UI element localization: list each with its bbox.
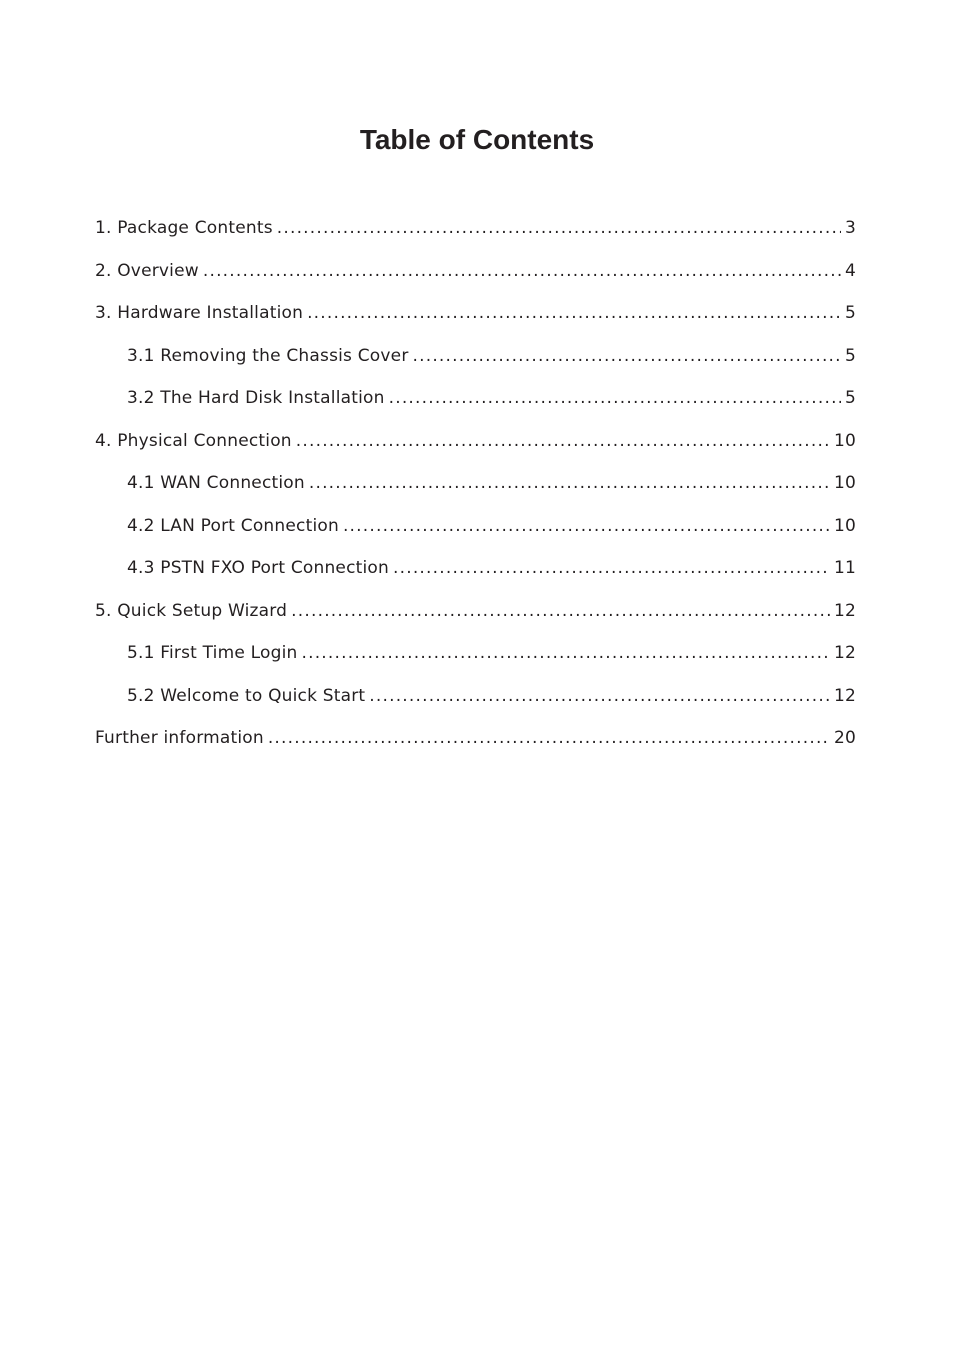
toc-entry-removing-chassis-cover[interactable]: [95, 340, 856, 383]
toc-entry-pstn-fxo-port-connection[interactable]: [95, 552, 856, 595]
toc-entry-page-number: 12: [833, 685, 856, 706]
toc-entry-label: 5.1 First Time Login: [127, 643, 298, 663]
toc-entry-hard-disk-installation[interactable]: [95, 382, 856, 425]
toc-dot-leader: [393, 552, 830, 584]
toc-entry-page-number: 4: [844, 260, 856, 281]
toc-dot-leader: [291, 595, 830, 627]
toc-entry-quick-setup-wizard[interactable]: [95, 595, 856, 638]
toc-entry-page-number: 5: [844, 303, 856, 323]
toc-entry-page-number: 12: [833, 643, 856, 663]
toc-entry-label: 5. Quick Setup Wizard: [95, 600, 288, 621]
toc-entry-label: 4.2 LAN Port Connection: [127, 515, 339, 536]
toc-entry-label: 3.2 The Hard Disk Installation: [127, 388, 385, 408]
toc-entry-page-number: 11: [833, 558, 856, 578]
toc-entry-label: 4. Physical Connection: [95, 430, 292, 451]
toc-dot-leader: [343, 510, 830, 542]
toc-dot-leader: [309, 467, 830, 499]
toc-entry-physical-connection[interactable]: [95, 425, 856, 468]
toc-entry-label: 3. Hardware Installation: [95, 303, 304, 323]
toc-entry-label: 5.2 Welcome to Quick Start: [127, 685, 366, 706]
toc-dot-leader: [413, 340, 841, 372]
toc-dot-leader: [277, 212, 841, 244]
page-title: Table of Contents: [359, 124, 595, 155]
toc-entry-page-number: 3: [844, 218, 856, 238]
toc-entry-package-contents[interactable]: [95, 212, 856, 255]
toc-entry-label: 2. Overview: [95, 260, 199, 281]
toc-entry-first-time-login[interactable]: [95, 637, 856, 680]
toc-dot-leader: [389, 382, 841, 414]
toc-entry-page-number: 12: [833, 600, 856, 621]
toc-dot-leader: [268, 722, 830, 754]
toc-entry-label: Further information: [95, 728, 264, 748]
toc-dot-leader: [302, 637, 830, 669]
toc-dot-leader: [203, 255, 841, 287]
toc-entry-label: 3.1 Removing the Chassis Cover: [127, 345, 409, 366]
toc-entry-page-number: 5: [844, 388, 856, 408]
toc-entry-page-number: 10: [833, 473, 856, 493]
toc-dot-leader: [369, 680, 830, 712]
toc-entry-page-number: 20: [833, 728, 856, 748]
toc-entry-label: 4.1 WAN Connection: [127, 473, 305, 493]
toc-entry-hardware-installation[interactable]: [95, 297, 856, 340]
toc-dot-leader: [307, 297, 841, 329]
toc-entry-page-number: 5: [844, 345, 856, 366]
toc-entry-wan-connection[interactable]: [95, 467, 856, 510]
toc-dot-leader: [296, 425, 830, 457]
toc-entry-lan-port-connection[interactable]: [95, 510, 856, 553]
toc-entry-page-number: 10: [833, 515, 856, 536]
toc-entry-page-number: 10: [833, 430, 856, 451]
toc-entry-welcome-quick-start[interactable]: [95, 680, 856, 723]
toc-entry-label: 1. Package Contents: [95, 218, 273, 238]
toc-entry-further-information[interactable]: [95, 722, 856, 765]
toc-list: [95, 212, 856, 765]
toc-entry-label: 4.3 PSTN FXO Port Connection: [127, 558, 390, 578]
toc-entry-overview[interactable]: [95, 255, 856, 298]
